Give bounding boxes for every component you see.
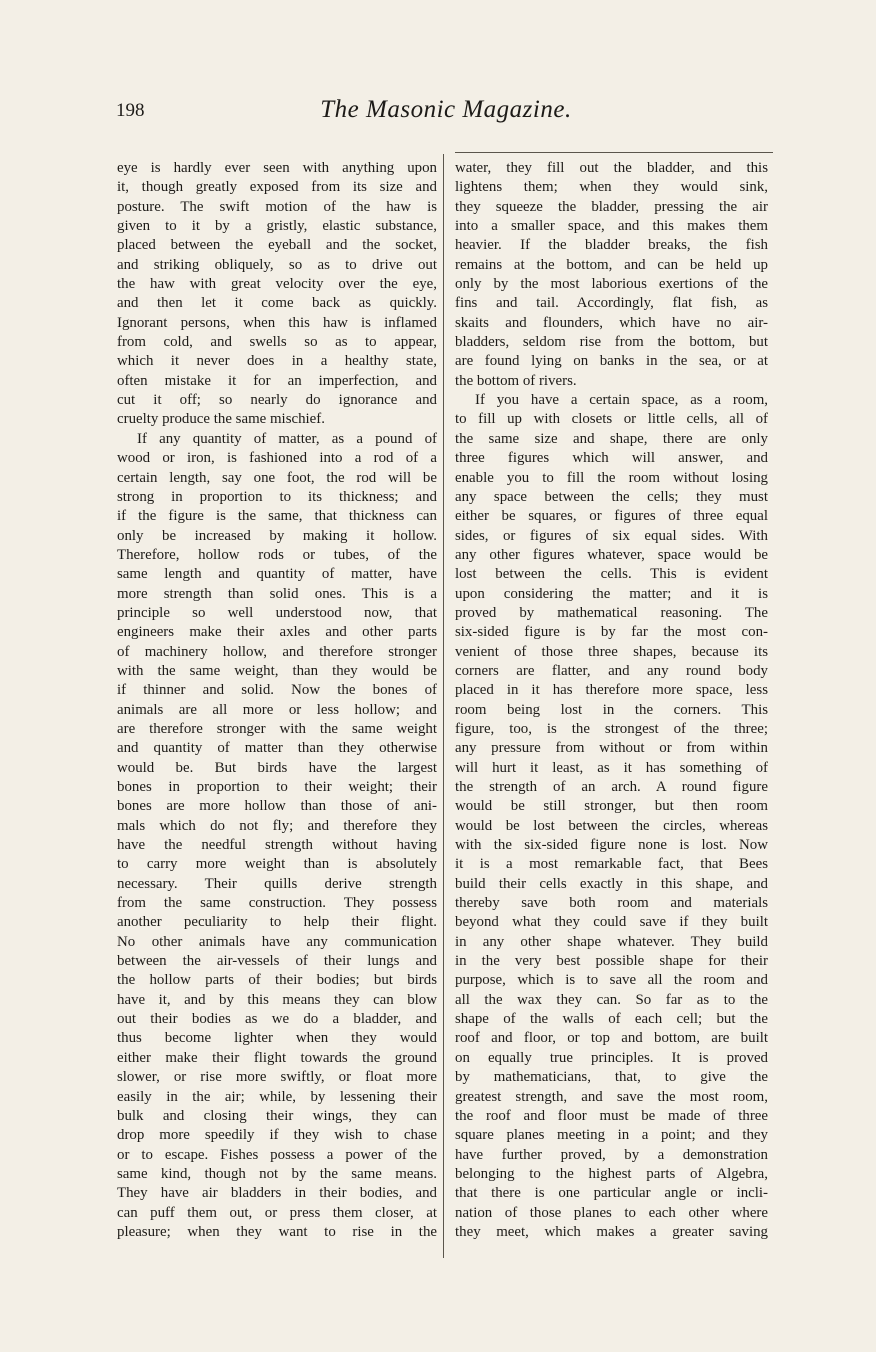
text-line: it is a most remarkable fact, that Bees [455, 856, 768, 873]
text-line: out their bodies as we do a bladder, and [117, 1011, 437, 1028]
text-line: same length and quantity of matter, have [117, 566, 437, 583]
text-line: cut it off; so nearly do ignorance and [117, 392, 437, 409]
text-line: eye is hardly ever seen with anything upon [117, 160, 437, 176]
text-line: or to escape. Fishes possess a power of the [117, 1146, 437, 1163]
text-line: the roof and floor must be made of three [455, 1107, 768, 1124]
text-line: certain length, say one foot, the rod will be [117, 469, 437, 486]
text-line: it, though greatly exposed from its size and [117, 179, 437, 196]
text-line: have further proved, by a demonstration [455, 1146, 768, 1163]
text-line: the bottom of rivers. [455, 372, 577, 389]
left-text-column [117, 159, 437, 1242]
text-line: build their cells exactly in this shape, and [455, 875, 768, 892]
text-line: will hurt it least, as it has something of [455, 759, 768, 776]
text-line: between the air-vessels of their lungs and [117, 953, 437, 970]
text-line: easily in the air; while, by lessening their [117, 1088, 437, 1105]
text-line: They have air bladders in their bodies, and [117, 1185, 437, 1202]
page-header [116, 96, 776, 136]
text-line: from the same construction. They possess [117, 895, 437, 912]
text-line: No other animals have any communication [117, 933, 437, 950]
text-line: into a smaller space, and this makes them [455, 218, 768, 235]
text-line: can puff them out, or press them closer, at [117, 1204, 437, 1221]
text-line: only by the most laborious exertions of the [455, 276, 768, 293]
text-line: lightens them; when they would sink, [455, 179, 768, 196]
text-line: fins and tail. Accordingly, flat fish, as [455, 295, 768, 312]
text-line: are therefore stronger with the same weight [117, 720, 437, 737]
text-line: three figures which will answer, and [455, 450, 768, 467]
text-line: and quantity of matter than they otherwise [117, 740, 437, 757]
text-line: they squeeze the bladder, pressing the air [455, 198, 768, 215]
column-divider [443, 154, 444, 1258]
text-line: sides, or figures of six equal sides. With [455, 527, 768, 544]
text-line: enable you to fill the room without losing [455, 469, 768, 486]
text-line: corners are flatter, and any round body [455, 662, 768, 679]
text-line: pleasure; when they want to rise in the [117, 1223, 437, 1240]
text-line: purpose, which is to save all the room and [455, 972, 768, 989]
text-line: with the six-sided figure none is lost. Now [455, 837, 768, 854]
text-line: to carry more weight than is absolutely [117, 856, 437, 873]
text-line: If any quantity of matter, as a pound of [137, 430, 437, 447]
text-line: only be increased by making it hollow. [117, 527, 437, 544]
text-line: Therefore, hollow rods or tubes, of the [117, 546, 437, 563]
text-line: would be still stronger, but then room [455, 798, 768, 815]
text-line: if thinner and solid. Now the bones of [117, 682, 437, 699]
text-line: often mistake it for an imperfection, and [117, 372, 437, 389]
text-line: six-sided figure is by far the most con- [455, 624, 768, 641]
text-line: Ignorant persons, when this haw is inflamed [117, 314, 437, 331]
text-line: are found lying on banks in the sea, or at [455, 353, 768, 370]
text-line: with the same weight, than they would be [117, 662, 437, 679]
text-line: necessary. Their quills derive strength [117, 875, 437, 892]
text-line: from cold, and swells so as to appear, [117, 334, 437, 351]
text-line: square planes meeting in a point; and they [455, 1127, 768, 1144]
text-line: either make their flight towards the ground [117, 1049, 437, 1066]
text-line: room being lost in the corners. This [455, 701, 768, 718]
text-line: placed between the eyeball and the socket, [117, 237, 437, 254]
right-text-column [455, 159, 768, 1242]
text-line: skaits and flounders, which have no air- [455, 314, 768, 331]
text-line: more strength than solid ones. This is a [117, 585, 437, 602]
text-line: strong in proportion to its thickness; and [117, 488, 437, 505]
text-line: figure, too, is the strongest of the three; [455, 720, 768, 737]
text-line: by mathematicians, that, to give the [455, 1069, 768, 1086]
text-line: the strength of an arch. A round figure [455, 779, 768, 795]
text-line: engineers make their axles and other parts [117, 624, 437, 641]
text-line: If you have a certain space, as a room, [475, 392, 768, 409]
text-line: nation of those planes to each other where [455, 1204, 768, 1221]
text-line: placed in it has therefore more space, less [455, 682, 768, 699]
text-line: mals which do not fly; and therefore they [117, 817, 437, 834]
text-line: belonging to the highest parts of Algebra, [455, 1165, 768, 1182]
text-line: thus become lighter when they would [117, 1030, 437, 1047]
running-title: The Masonic Magazine. [320, 96, 572, 123]
text-line: if the figure is the same, that thickness can [117, 508, 437, 525]
text-line: wood or iron, is fashioned into a rod of a [117, 450, 437, 467]
text-line: heavier. If the bladder breaks, the fish [455, 237, 768, 254]
text-line: either be squares, or figures of three equal [455, 508, 768, 525]
text-line: any space between the cells; they must [455, 488, 768, 505]
text-line: in any other shape whatever. They build [455, 933, 768, 950]
text-line: bones are more hollow than those of ani- [117, 798, 437, 815]
text-line: same kind, though not by the same means. [117, 1165, 437, 1182]
text-line: upon considering the matter; and it is [455, 585, 768, 602]
text-line: venient of those three shapes, because its [455, 643, 768, 660]
page-number: 198 [116, 100, 145, 121]
text-line: all the wax they can. So far as to the [455, 991, 768, 1008]
text-line: of machinery hollow, and therefore stronger [117, 643, 437, 660]
text-line: any pressure from without or from within [455, 740, 768, 757]
text-line: another peculiarity to help their flight. [117, 914, 437, 931]
text-line: water, they fill out the bladder, and this [455, 160, 768, 176]
text-line: thereby save both room and materials [455, 895, 768, 912]
right-column-top-rule [455, 152, 773, 153]
text-line: have it, and by this means they can blow [117, 991, 437, 1008]
text-line: the hollow parts of their bodies; but birds [117, 972, 437, 989]
text-line: any other figures whatever, space would be [455, 546, 768, 563]
text-line: which it never does in a healthy state, [117, 353, 437, 370]
text-line: would be lost between the circles, whereas [455, 817, 768, 834]
text-line: drop more speedily if they wish to chase [117, 1127, 437, 1144]
text-line: in the very best possible shape for their [455, 953, 768, 970]
text-line: and striking obliquely, so as to drive out [117, 256, 437, 273]
text-line: greatest strength, and save the most room, [455, 1088, 768, 1105]
text-line: the haw with great velocity over the eye, [117, 276, 437, 293]
text-line: principle so well understood now, that [117, 604, 437, 621]
text-line: roof and floor, or top and bottom, are built [455, 1030, 768, 1047]
text-line: to fill up with closets or little cells, all of [455, 411, 768, 428]
text-line: and then let it come back as quickly. [117, 295, 437, 312]
text-line: slower, or rise more swiftly, or float more [117, 1069, 437, 1086]
text-line: bladders, seldom rise from the bottom, but [455, 334, 768, 351]
text-line: have the needful strength without having [117, 837, 437, 854]
text-line: shape of the walls of each cell; but the [455, 1011, 768, 1028]
text-line: bones in proportion to their weight; their [117, 779, 437, 795]
text-line: on equally true principles. It is proved [455, 1049, 768, 1066]
text-line: proved by mathematical reasoning. The [455, 604, 768, 621]
text-line: beyond what they could save if they built [455, 914, 768, 931]
text-line: bulk and closing their wings, they can [117, 1107, 437, 1124]
text-line: that there is one particular angle or incli- [455, 1185, 768, 1202]
text-line: lost between the cells. This is evident [455, 566, 768, 583]
text-line: animals are all more or less hollow; and [117, 701, 437, 718]
text-line: given to it by a gristly, elastic substance, [117, 218, 437, 235]
text-line: they meet, which makes a greater saving [455, 1223, 768, 1240]
text-line: would be. But birds have the largest [117, 759, 437, 776]
text-line: cruelty produce the same mischief. [117, 411, 325, 428]
text-line: the same size and shape, there are only [455, 430, 768, 447]
text-line: remains at the bottom, and can be held up [455, 256, 768, 273]
text-line: posture. The swift motion of the haw is [117, 198, 437, 215]
